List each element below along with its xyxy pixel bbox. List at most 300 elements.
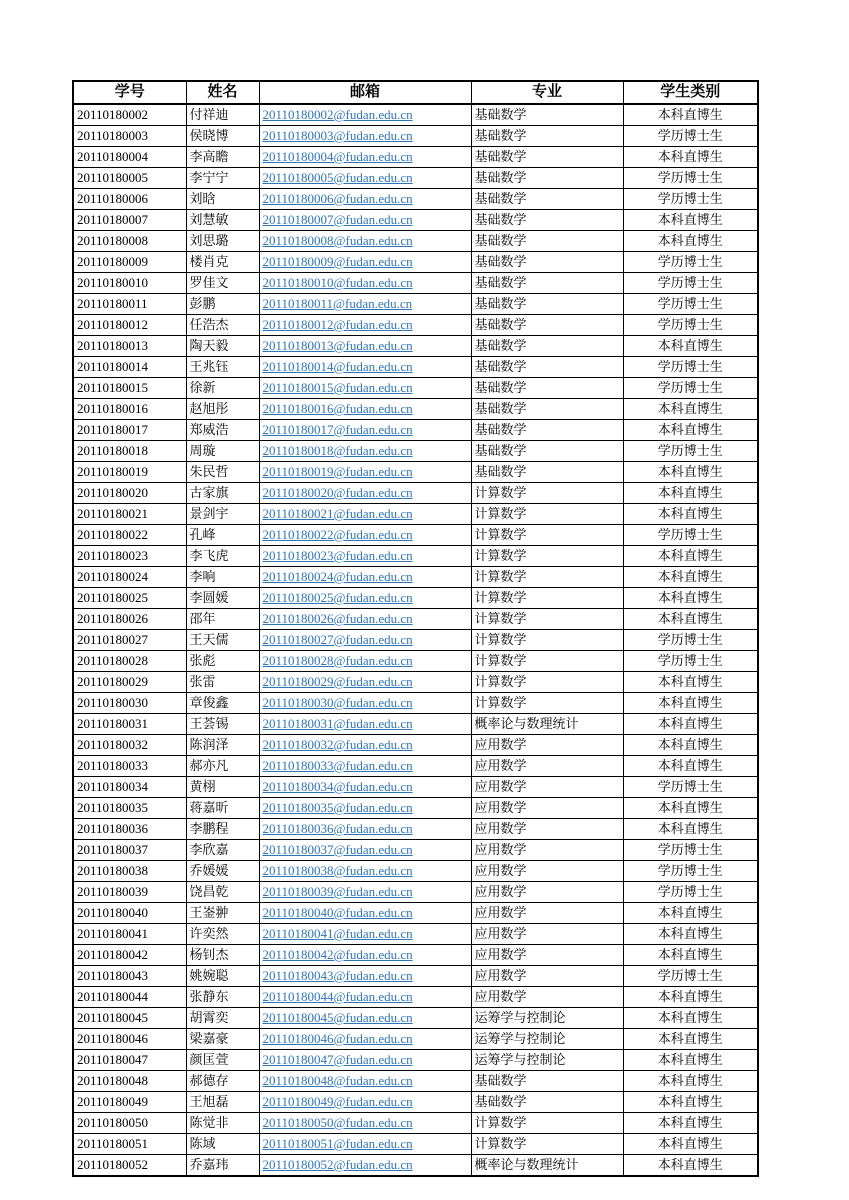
table-row <box>73 1155 758 1177</box>
email-link[interactable]: 20110180051@fudan.edu.cn <box>262 1136 413 1151</box>
table-row <box>73 147 758 168</box>
cell-email <box>259 104 471 126</box>
email-link[interactable]: 20110180040@fudan.edu.cn <box>262 905 413 920</box>
email-link[interactable]: 20110180010@fudan.edu.cn <box>262 275 413 290</box>
email-link[interactable]: 20110180018@fudan.edu.cn <box>262 443 413 458</box>
cell-category: 学历博士生 <box>623 168 758 189</box>
col-header-student-id: 学号 <box>73 81 186 104</box>
cell-student-id: 20110180049 <box>73 1092 186 1113</box>
table-row <box>73 525 758 546</box>
cell-student-id: 20110180007 <box>73 210 186 231</box>
cell-major: 应用数学 <box>471 987 623 1008</box>
cell-name: 王天儒 <box>186 630 259 651</box>
cell-category: 本科直博生 <box>623 504 758 525</box>
cell-student-id: 20110180046 <box>73 1029 186 1050</box>
table-row <box>73 168 758 189</box>
email-link[interactable]: 20110180046@fudan.edu.cn <box>262 1031 413 1046</box>
cell-email <box>259 798 471 819</box>
table-row <box>73 399 758 420</box>
cell-category: 学历博士生 <box>623 126 758 147</box>
cell-email <box>259 630 471 651</box>
cell-major: 应用数学 <box>471 882 623 903</box>
table-row <box>73 420 758 441</box>
cell-name: 罗佳文 <box>186 273 259 294</box>
table-row <box>73 1134 758 1155</box>
cell-category: 学历博士生 <box>623 777 758 798</box>
cell-name: 陶天毅 <box>186 336 259 357</box>
cell-name: 古家旗 <box>186 483 259 504</box>
cell-student-id: 20110180032 <box>73 735 186 756</box>
cell-name: 王旭磊 <box>186 1092 259 1113</box>
email-link[interactable]: 20110180027@fudan.edu.cn <box>262 632 413 647</box>
cell-name: 徐新 <box>186 378 259 399</box>
cell-name: 李飞虎 <box>186 546 259 567</box>
cell-category: 本科直博生 <box>623 462 758 483</box>
cell-email <box>259 693 471 714</box>
cell-student-id: 20110180038 <box>73 861 186 882</box>
table-row <box>73 546 758 567</box>
cell-student-id: 20110180041 <box>73 924 186 945</box>
email-link[interactable]: 20110180052@fudan.edu.cn <box>262 1157 413 1172</box>
table-row <box>73 1113 758 1134</box>
table-row <box>73 294 758 315</box>
table-row <box>73 567 758 588</box>
table-row <box>73 798 758 819</box>
cell-student-id: 20110180006 <box>73 189 186 210</box>
cell-major: 应用数学 <box>471 924 623 945</box>
cell-email <box>259 399 471 420</box>
cell-student-id: 20110180022 <box>73 525 186 546</box>
cell-major: 计算数学 <box>471 672 623 693</box>
cell-name: 郝亦凡 <box>186 756 259 777</box>
cell-name: 孔峰 <box>186 525 259 546</box>
cell-student-id: 20110180003 <box>73 126 186 147</box>
cell-category: 本科直博生 <box>623 1050 758 1071</box>
cell-major: 应用数学 <box>471 798 623 819</box>
cell-category: 本科直博生 <box>623 1092 758 1113</box>
cell-major: 基础数学 <box>471 1092 623 1113</box>
table-row <box>73 1071 758 1092</box>
cell-major: 应用数学 <box>471 966 623 987</box>
cell-email <box>259 714 471 735</box>
email-link[interactable]: 20110180044@fudan.edu.cn <box>262 989 413 1004</box>
email-link[interactable]: 20110180005@fudan.edu.cn <box>262 170 413 185</box>
cell-email <box>259 294 471 315</box>
cell-category: 本科直博生 <box>623 1029 758 1050</box>
cell-name: 陈域 <box>186 1134 259 1155</box>
table-row <box>73 819 758 840</box>
cell-major: 概率论与数理统计 <box>471 714 623 735</box>
cell-category: 本科直博生 <box>623 735 758 756</box>
cell-name: 楼肖克 <box>186 252 259 273</box>
cell-student-id: 20110180045 <box>73 1008 186 1029</box>
cell-category: 本科直博生 <box>623 231 758 252</box>
cell-email <box>259 819 471 840</box>
cell-major: 基础数学 <box>471 399 623 420</box>
cell-major: 基础数学 <box>471 1071 623 1092</box>
cell-major: 计算数学 <box>471 609 623 630</box>
email-link[interactable]: 20110180007@fudan.edu.cn <box>262 212 413 227</box>
table-row <box>73 1092 758 1113</box>
email-link[interactable]: 20110180023@fudan.edu.cn <box>262 548 413 563</box>
cell-email <box>259 903 471 924</box>
table-row <box>73 252 758 273</box>
cell-name: 姚婉聪 <box>186 966 259 987</box>
table-row <box>73 756 758 777</box>
cell-student-id: 20110180014 <box>73 357 186 378</box>
cell-major: 计算数学 <box>471 546 623 567</box>
table-row <box>73 882 758 903</box>
cell-name: 乔媛媛 <box>186 861 259 882</box>
email-link[interactable]: 20110180014@fudan.edu.cn <box>262 359 413 374</box>
email-link[interactable]: 20110180012@fudan.edu.cn <box>262 317 413 332</box>
table-row <box>73 1029 758 1050</box>
cell-major: 计算数学 <box>471 630 623 651</box>
table-row <box>73 104 758 126</box>
email-link[interactable]: 20110180047@fudan.edu.cn <box>262 1052 413 1067</box>
cell-name: 许奕然 <box>186 924 259 945</box>
email-link[interactable]: 20110180015@fudan.edu.cn <box>262 380 413 395</box>
cell-student-id: 20110180005 <box>73 168 186 189</box>
table-row <box>73 651 758 672</box>
cell-student-id: 20110180026 <box>73 609 186 630</box>
email-link[interactable]: 20110180043@fudan.edu.cn <box>262 968 413 983</box>
cell-email <box>259 357 471 378</box>
email-link[interactable]: 20110180031@fudan.edu.cn <box>262 716 413 731</box>
cell-email <box>259 945 471 966</box>
cell-student-id: 20110180002 <box>73 104 186 126</box>
table-row <box>73 189 758 210</box>
cell-email <box>259 672 471 693</box>
cell-name: 李欣嘉 <box>186 840 259 861</box>
table-row <box>73 462 758 483</box>
cell-category: 学历博士生 <box>623 651 758 672</box>
table-row <box>73 1050 758 1071</box>
email-link[interactable]: 20110180009@fudan.edu.cn <box>262 254 413 269</box>
cell-category: 本科直博生 <box>623 567 758 588</box>
cell-email <box>259 546 471 567</box>
cell-student-id: 20110180044 <box>73 987 186 1008</box>
cell-student-id: 20110180016 <box>73 399 186 420</box>
cell-name: 张雷 <box>186 672 259 693</box>
cell-category: 本科直博生 <box>623 672 758 693</box>
table-row <box>73 126 758 147</box>
table-row <box>73 378 758 399</box>
cell-name: 邵年 <box>186 609 259 630</box>
cell-name: 付祥迪 <box>186 104 259 126</box>
cell-student-id: 20110180027 <box>73 630 186 651</box>
cell-student-id: 20110180025 <box>73 588 186 609</box>
email-link[interactable]: 20110180022@fudan.edu.cn <box>262 527 413 542</box>
cell-email <box>259 1050 471 1071</box>
email-link[interactable]: 20110180039@fudan.edu.cn <box>262 884 413 899</box>
cell-name: 李高瞻 <box>186 147 259 168</box>
table-row <box>73 483 758 504</box>
cell-email <box>259 462 471 483</box>
cell-name: 黄栩 <box>186 777 259 798</box>
cell-student-id: 20110180035 <box>73 798 186 819</box>
email-link[interactable]: 20110180011@fudan.edu.cn <box>262 296 413 311</box>
cell-email <box>259 924 471 945</box>
email-link[interactable]: 20110180034@fudan.edu.cn <box>262 779 413 794</box>
cell-email <box>259 273 471 294</box>
cell-category: 本科直博生 <box>623 588 758 609</box>
table-row <box>73 903 758 924</box>
cell-student-id: 20110180020 <box>73 483 186 504</box>
cell-email <box>259 735 471 756</box>
table-row <box>73 273 758 294</box>
cell-student-id: 20110180048 <box>73 1071 186 1092</box>
cell-major: 运筹学与控制论 <box>471 1008 623 1029</box>
cell-name: 梁嘉豪 <box>186 1029 259 1050</box>
cell-email <box>259 861 471 882</box>
email-link[interactable]: 20110180006@fudan.edu.cn <box>262 191 413 206</box>
col-header-category: 学生类别 <box>623 81 758 104</box>
cell-category: 本科直博生 <box>623 1113 758 1134</box>
table-row <box>73 945 758 966</box>
cell-category: 本科直博生 <box>623 1155 758 1177</box>
cell-student-id: 20110180033 <box>73 756 186 777</box>
cell-name: 饶昌乾 <box>186 882 259 903</box>
cell-name: 刘晗 <box>186 189 259 210</box>
cell-student-id: 20110180018 <box>73 441 186 462</box>
cell-major: 应用数学 <box>471 840 623 861</box>
cell-major: 计算数学 <box>471 504 623 525</box>
cell-category: 学历博士生 <box>623 441 758 462</box>
cell-major: 应用数学 <box>471 903 623 924</box>
cell-category: 本科直博生 <box>623 147 758 168</box>
cell-major: 基础数学 <box>471 378 623 399</box>
cell-category: 本科直博生 <box>623 756 758 777</box>
table-row <box>73 609 758 630</box>
cell-name: 侯晓博 <box>186 126 259 147</box>
cell-student-id: 20110180013 <box>73 336 186 357</box>
cell-email <box>259 147 471 168</box>
cell-email <box>259 483 471 504</box>
cell-name: 张彪 <box>186 651 259 672</box>
cell-email <box>259 231 471 252</box>
cell-email <box>259 882 471 903</box>
cell-email <box>259 651 471 672</box>
cell-category: 学历博士生 <box>623 378 758 399</box>
table-row <box>73 966 758 987</box>
cell-email <box>259 210 471 231</box>
cell-major: 基础数学 <box>471 273 623 294</box>
email-link[interactable]: 20110180019@fudan.edu.cn <box>262 464 413 479</box>
email-link[interactable]: 20110180037@fudan.edu.cn <box>262 842 413 857</box>
cell-major: 计算数学 <box>471 567 623 588</box>
cell-name: 颜匡萱 <box>186 1050 259 1071</box>
table-row <box>73 357 758 378</box>
cell-major: 计算数学 <box>471 693 623 714</box>
email-link[interactable]: 20110180038@fudan.edu.cn <box>262 863 413 878</box>
cell-major: 基础数学 <box>471 210 623 231</box>
table-row <box>73 672 758 693</box>
cell-category: 学历博士生 <box>623 252 758 273</box>
cell-student-id: 20110180012 <box>73 315 186 336</box>
cell-name: 郝德存 <box>186 1071 259 1092</box>
table-row <box>73 693 758 714</box>
email-link[interactable]: 20110180033@fudan.edu.cn <box>262 758 413 773</box>
email-link[interactable]: 20110180030@fudan.edu.cn <box>262 695 413 710</box>
cell-major: 基础数学 <box>471 252 623 273</box>
cell-email <box>259 1071 471 1092</box>
cell-email <box>259 336 471 357</box>
table-row <box>73 630 758 651</box>
cell-email <box>259 588 471 609</box>
email-link[interactable]: 20110180049@fudan.edu.cn <box>262 1094 413 1109</box>
cell-major: 运筹学与控制论 <box>471 1029 623 1050</box>
cell-email <box>259 504 471 525</box>
cell-student-id: 20110180021 <box>73 504 186 525</box>
cell-category: 本科直博生 <box>623 903 758 924</box>
email-link[interactable]: 20110180004@fudan.edu.cn <box>262 149 413 164</box>
email-link[interactable]: 20110180035@fudan.edu.cn <box>262 800 413 815</box>
cell-major: 概率论与数理统计 <box>471 1155 623 1177</box>
cell-student-id: 20110180004 <box>73 147 186 168</box>
email-link[interactable]: 20110180016@fudan.edu.cn <box>262 401 413 416</box>
email-link[interactable]: 20110180024@fudan.edu.cn <box>262 569 413 584</box>
cell-student-id: 20110180051 <box>73 1134 186 1155</box>
cell-name: 景剑宇 <box>186 504 259 525</box>
cell-major: 基础数学 <box>471 357 623 378</box>
cell-student-id: 20110180052 <box>73 1155 186 1177</box>
cell-email <box>259 315 471 336</box>
cell-name: 任浩杰 <box>186 315 259 336</box>
cell-category: 学历博士生 <box>623 840 758 861</box>
cell-email <box>259 987 471 1008</box>
email-link[interactable]: 20110180017@fudan.edu.cn <box>262 422 413 437</box>
cell-student-id: 20110180015 <box>73 378 186 399</box>
email-link[interactable]: 20110180041@fudan.edu.cn <box>262 926 413 941</box>
cell-email <box>259 1092 471 1113</box>
cell-email <box>259 189 471 210</box>
cell-name: 陈润泽 <box>186 735 259 756</box>
cell-email <box>259 756 471 777</box>
cell-student-id: 20110180050 <box>73 1113 186 1134</box>
email-link[interactable]: 20110180050@fudan.edu.cn <box>262 1115 413 1130</box>
cell-category: 本科直博生 <box>623 693 758 714</box>
cell-student-id: 20110180009 <box>73 252 186 273</box>
email-link[interactable]: 20110180026@fudan.edu.cn <box>262 611 413 626</box>
cell-name: 刘思璐 <box>186 231 259 252</box>
col-header-email: 邮箱 <box>259 81 471 104</box>
email-link[interactable]: 20110180002@fudan.edu.cn <box>262 107 413 122</box>
cell-major: 基础数学 <box>471 315 623 336</box>
cell-student-id: 20110180029 <box>73 672 186 693</box>
email-link[interactable]: 20110180003@fudan.edu.cn <box>262 128 413 143</box>
cell-category: 学历博士生 <box>623 882 758 903</box>
cell-major: 计算数学 <box>471 1134 623 1155</box>
email-link[interactable]: 20110180048@fudan.edu.cn <box>262 1073 413 1088</box>
cell-category: 学历博士生 <box>623 357 758 378</box>
cell-email <box>259 1155 471 1177</box>
cell-student-id: 20110180047 <box>73 1050 186 1071</box>
table-row <box>73 441 758 462</box>
cell-name: 郑威浩 <box>186 420 259 441</box>
cell-name: 李响 <box>186 567 259 588</box>
email-link[interactable]: 20110180028@fudan.edu.cn <box>262 653 413 668</box>
cell-name: 乔嘉玮 <box>186 1155 259 1177</box>
cell-category: 学历博士生 <box>623 273 758 294</box>
email-link[interactable]: 20110180013@fudan.edu.cn <box>262 338 413 353</box>
table-row <box>73 210 758 231</box>
cell-name: 朱民哲 <box>186 462 259 483</box>
cell-student-id: 20110180043 <box>73 966 186 987</box>
cell-category: 本科直博生 <box>623 609 758 630</box>
cell-major: 基础数学 <box>471 126 623 147</box>
email-link[interactable]: 20110180025@fudan.edu.cn <box>262 590 413 605</box>
cell-major: 应用数学 <box>471 777 623 798</box>
cell-name: 杨钊杰 <box>186 945 259 966</box>
cell-major: 基础数学 <box>471 441 623 462</box>
cell-student-id: 20110180019 <box>73 462 186 483</box>
cell-major: 应用数学 <box>471 861 623 882</box>
cell-major: 基础数学 <box>471 168 623 189</box>
cell-email <box>259 1008 471 1029</box>
cell-major: 基础数学 <box>471 104 623 126</box>
cell-name: 刘慧敏 <box>186 210 259 231</box>
cell-name: 李鹏程 <box>186 819 259 840</box>
email-link[interactable]: 20110180029@fudan.edu.cn <box>262 674 413 689</box>
cell-email <box>259 1029 471 1050</box>
cell-category: 学历博士生 <box>623 966 758 987</box>
table-row <box>73 588 758 609</box>
cell-student-id: 20110180023 <box>73 546 186 567</box>
cell-major: 计算数学 <box>471 1113 623 1134</box>
cell-category: 本科直博生 <box>623 924 758 945</box>
email-link[interactable]: 20110180021@fudan.edu.cn <box>262 506 413 521</box>
cell-major: 应用数学 <box>471 756 623 777</box>
table-row <box>73 714 758 735</box>
table-row <box>73 504 758 525</box>
cell-category: 本科直博生 <box>623 987 758 1008</box>
table-row <box>73 735 758 756</box>
email-link[interactable]: 20110180032@fudan.edu.cn <box>262 737 413 752</box>
cell-major: 基础数学 <box>471 420 623 441</box>
cell-major: 基础数学 <box>471 189 623 210</box>
cell-email <box>259 252 471 273</box>
cell-category: 本科直博生 <box>623 714 758 735</box>
cell-name: 王兆钰 <box>186 357 259 378</box>
email-link[interactable]: 20110180020@fudan.edu.cn <box>262 485 413 500</box>
cell-major: 基础数学 <box>471 462 623 483</box>
table-row <box>73 231 758 252</box>
email-link[interactable]: 20110180008@fudan.edu.cn <box>262 233 413 248</box>
cell-student-id: 20110180034 <box>73 777 186 798</box>
table-row <box>73 987 758 1008</box>
cell-category: 学历博士生 <box>623 189 758 210</box>
cell-email <box>259 126 471 147</box>
col-header-major: 专业 <box>471 81 623 104</box>
email-link[interactable]: 20110180045@fudan.edu.cn <box>262 1010 413 1025</box>
cell-name: 王崟翀 <box>186 903 259 924</box>
cell-category: 学历博士生 <box>623 861 758 882</box>
cell-category: 本科直博生 <box>623 104 758 126</box>
cell-student-id: 20110180030 <box>73 693 186 714</box>
cell-category: 学历博士生 <box>623 525 758 546</box>
cell-student-id: 20110180011 <box>73 294 186 315</box>
cell-major: 基础数学 <box>471 147 623 168</box>
email-link[interactable]: 20110180036@fudan.edu.cn <box>262 821 413 836</box>
cell-email <box>259 420 471 441</box>
table-row <box>73 777 758 798</box>
cell-name: 赵旭彤 <box>186 399 259 420</box>
email-link[interactable]: 20110180042@fudan.edu.cn <box>262 947 413 962</box>
cell-category: 本科直博生 <box>623 1134 758 1155</box>
cell-category: 本科直博生 <box>623 336 758 357</box>
cell-category: 本科直博生 <box>623 546 758 567</box>
